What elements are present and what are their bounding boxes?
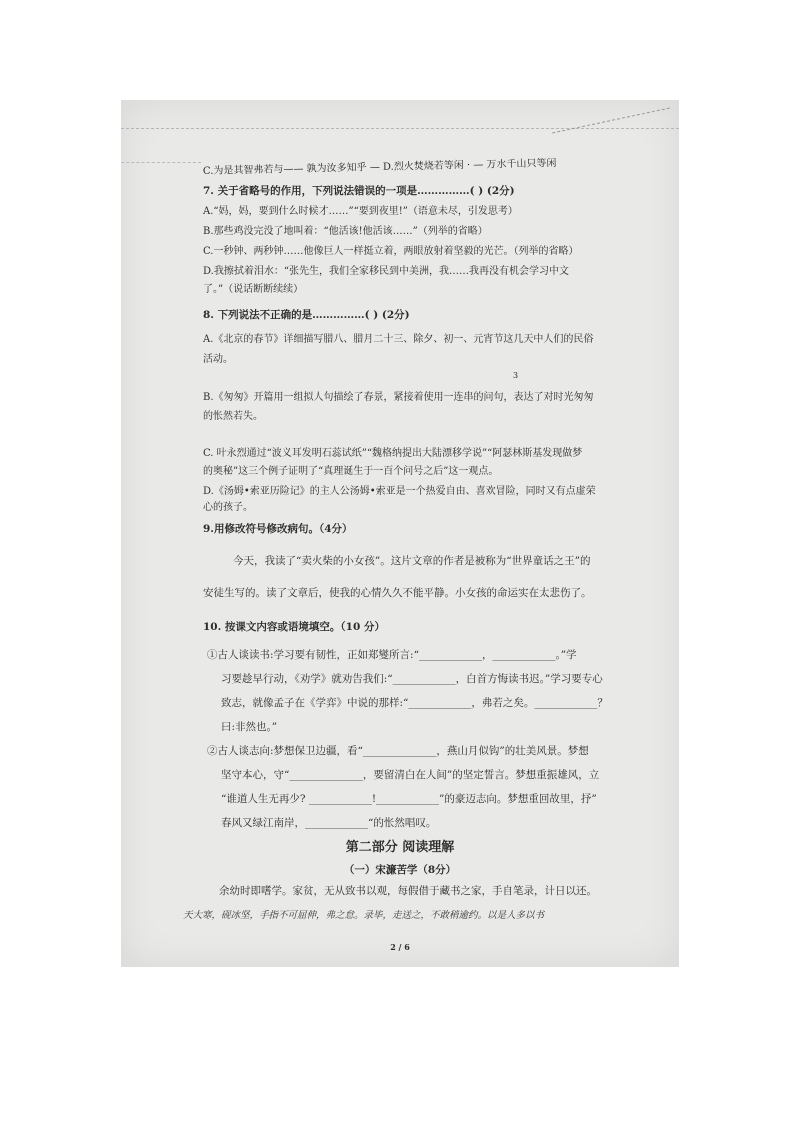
- question-7-option-a: A.“妈，妈，要到什么时候才……”“要到夜里!”（语意未尽，引发思考）: [203, 206, 518, 217]
- question-8-option-d-cont: 心的孩子。: [203, 502, 253, 513]
- question-8-option-a: A.《北京的春节》详细描写腊八、腊月二十三、除夕、初一、元宵节这几天中人们的民俗: [203, 334, 594, 345]
- question-10-line-7: “谁道人生无再少? ____________!____________”的豪迈志向。梦想重回故里，抒”: [221, 793, 597, 805]
- question-7-option-d-cont: 了。”（说话断断续续）: [203, 284, 304, 295]
- page-number: 2 / 6: [390, 942, 410, 952]
- question-8-option-c-cont: 的奥秘”这三个例子证明了“真理诞生于一百个问号之后”这一观点。: [203, 466, 499, 477]
- question-10-line-5: ②古人谈志向:梦想保卫边疆，看“______________，燕山月似钩”的壮美风景。梦想: [207, 745, 589, 757]
- question-10-line-6: 坚守本心，守“______________，要留清白在人间”的坚定誓言。梦想重振雄风，立: [221, 769, 600, 781]
- question-10-line-8: 春风又绿江南岸，____________“的怅然唱叹。: [221, 817, 437, 829]
- question-10-stem: 10. 按课文内容或语境填空。（10 分）: [203, 621, 385, 633]
- question-8-stem: 8. 下列说法不正确的是……………( ) (2分): [203, 309, 410, 321]
- scan-artifact-line: [121, 128, 679, 129]
- question-8-option-b: B.《匆匆》开篇用一组拟人句描绘了春景，紧接着使用一连串的问句，表达了对时光匆匆: [203, 392, 594, 403]
- question-10-line-1: ①古人谈读书:学习要有韧性，正如郑燮所言:“____________，____________。”学: [207, 649, 577, 661]
- exam-page-photo: [121, 100, 679, 967]
- scan-artifact-line: [121, 162, 201, 163]
- question-8-option-b-cont: 的怅然若失。: [203, 411, 263, 422]
- question-7-option-b: B.那些鸡没完没了地叫着：“他活该!他活该……”（列举的省略）: [203, 226, 488, 237]
- question-9-sentence-2: 安徒生写的。读了文章后，使我的心情久久不能平静。小女孩的命运实在太悲伤了。: [203, 587, 592, 599]
- reading-passage-line-2: 天大寒，砚冰坚，手指不可屈伸，弗之怠。录毕，走送之，不敢稍逾约。以是人多以书: [183, 910, 545, 921]
- option-line-c-d: C.为是其智弗若与—— 孰为汝多知乎 — D.烈火焚烧若等闲 · — 万水千山只等闲: [202, 157, 557, 177]
- question-7-stem: 7. 关于省略号的作用，下列说法错误的一项是……………( ) (2分): [203, 185, 515, 197]
- question-8-option-a-cont: 活动。: [203, 354, 233, 365]
- stray-mark: 3: [513, 371, 519, 380]
- question-9-sentence-1: 今天，我读了“卖火柴的小女孩”。这片文章的作者是被称为“世界童话之王”的: [233, 555, 591, 567]
- question-8-option-d: D.《汤姆•索亚历险记》的主人公汤姆•索亚是一个热爱自由、喜欢冒险，同时又有点虚荣: [203, 486, 596, 497]
- scan-artifact-line: [552, 108, 670, 134]
- question-8-option-c: C. 叶永烈通过“波义耳发明石蕊试纸”“魏格纳提出大陆漂移学说”“阿瑟林斯基发现做梦: [203, 448, 583, 459]
- question-10-line-2: 习要趁早行动，《劝学》就劝告我们:“____________，白首方悔读书迟。”学习要专心: [221, 673, 603, 685]
- question-7-option-c: C.一秒钟、两秒钟……他像巨人一样挺立着，两眼放射着坚毅的光芒。（列举的省略）: [203, 246, 579, 257]
- section-heading: 第二部分 阅读理解: [345, 840, 455, 855]
- question-10-line-4: 曰:非然也。”: [221, 721, 278, 733]
- reading-passage-line-1: 余幼时即嗜学。家贫，无从致书以观，每假借于藏书之家，手自笔录，计日以还。: [219, 885, 597, 897]
- reading-title: （一）宋濂苦学（8分）: [343, 864, 457, 876]
- question-7-option-d: D.我擦拭着泪水：“张先生，我们全家移民到中美洲，我……我再没有机会学习中文: [203, 266, 569, 277]
- question-9-stem: 9.用修改符号修改病句。（4分）: [203, 523, 353, 535]
- question-10-line-3: 致志，就像孟子在《学弈》中说的那样:“____________，弗若之矣。____________？: [221, 697, 608, 709]
